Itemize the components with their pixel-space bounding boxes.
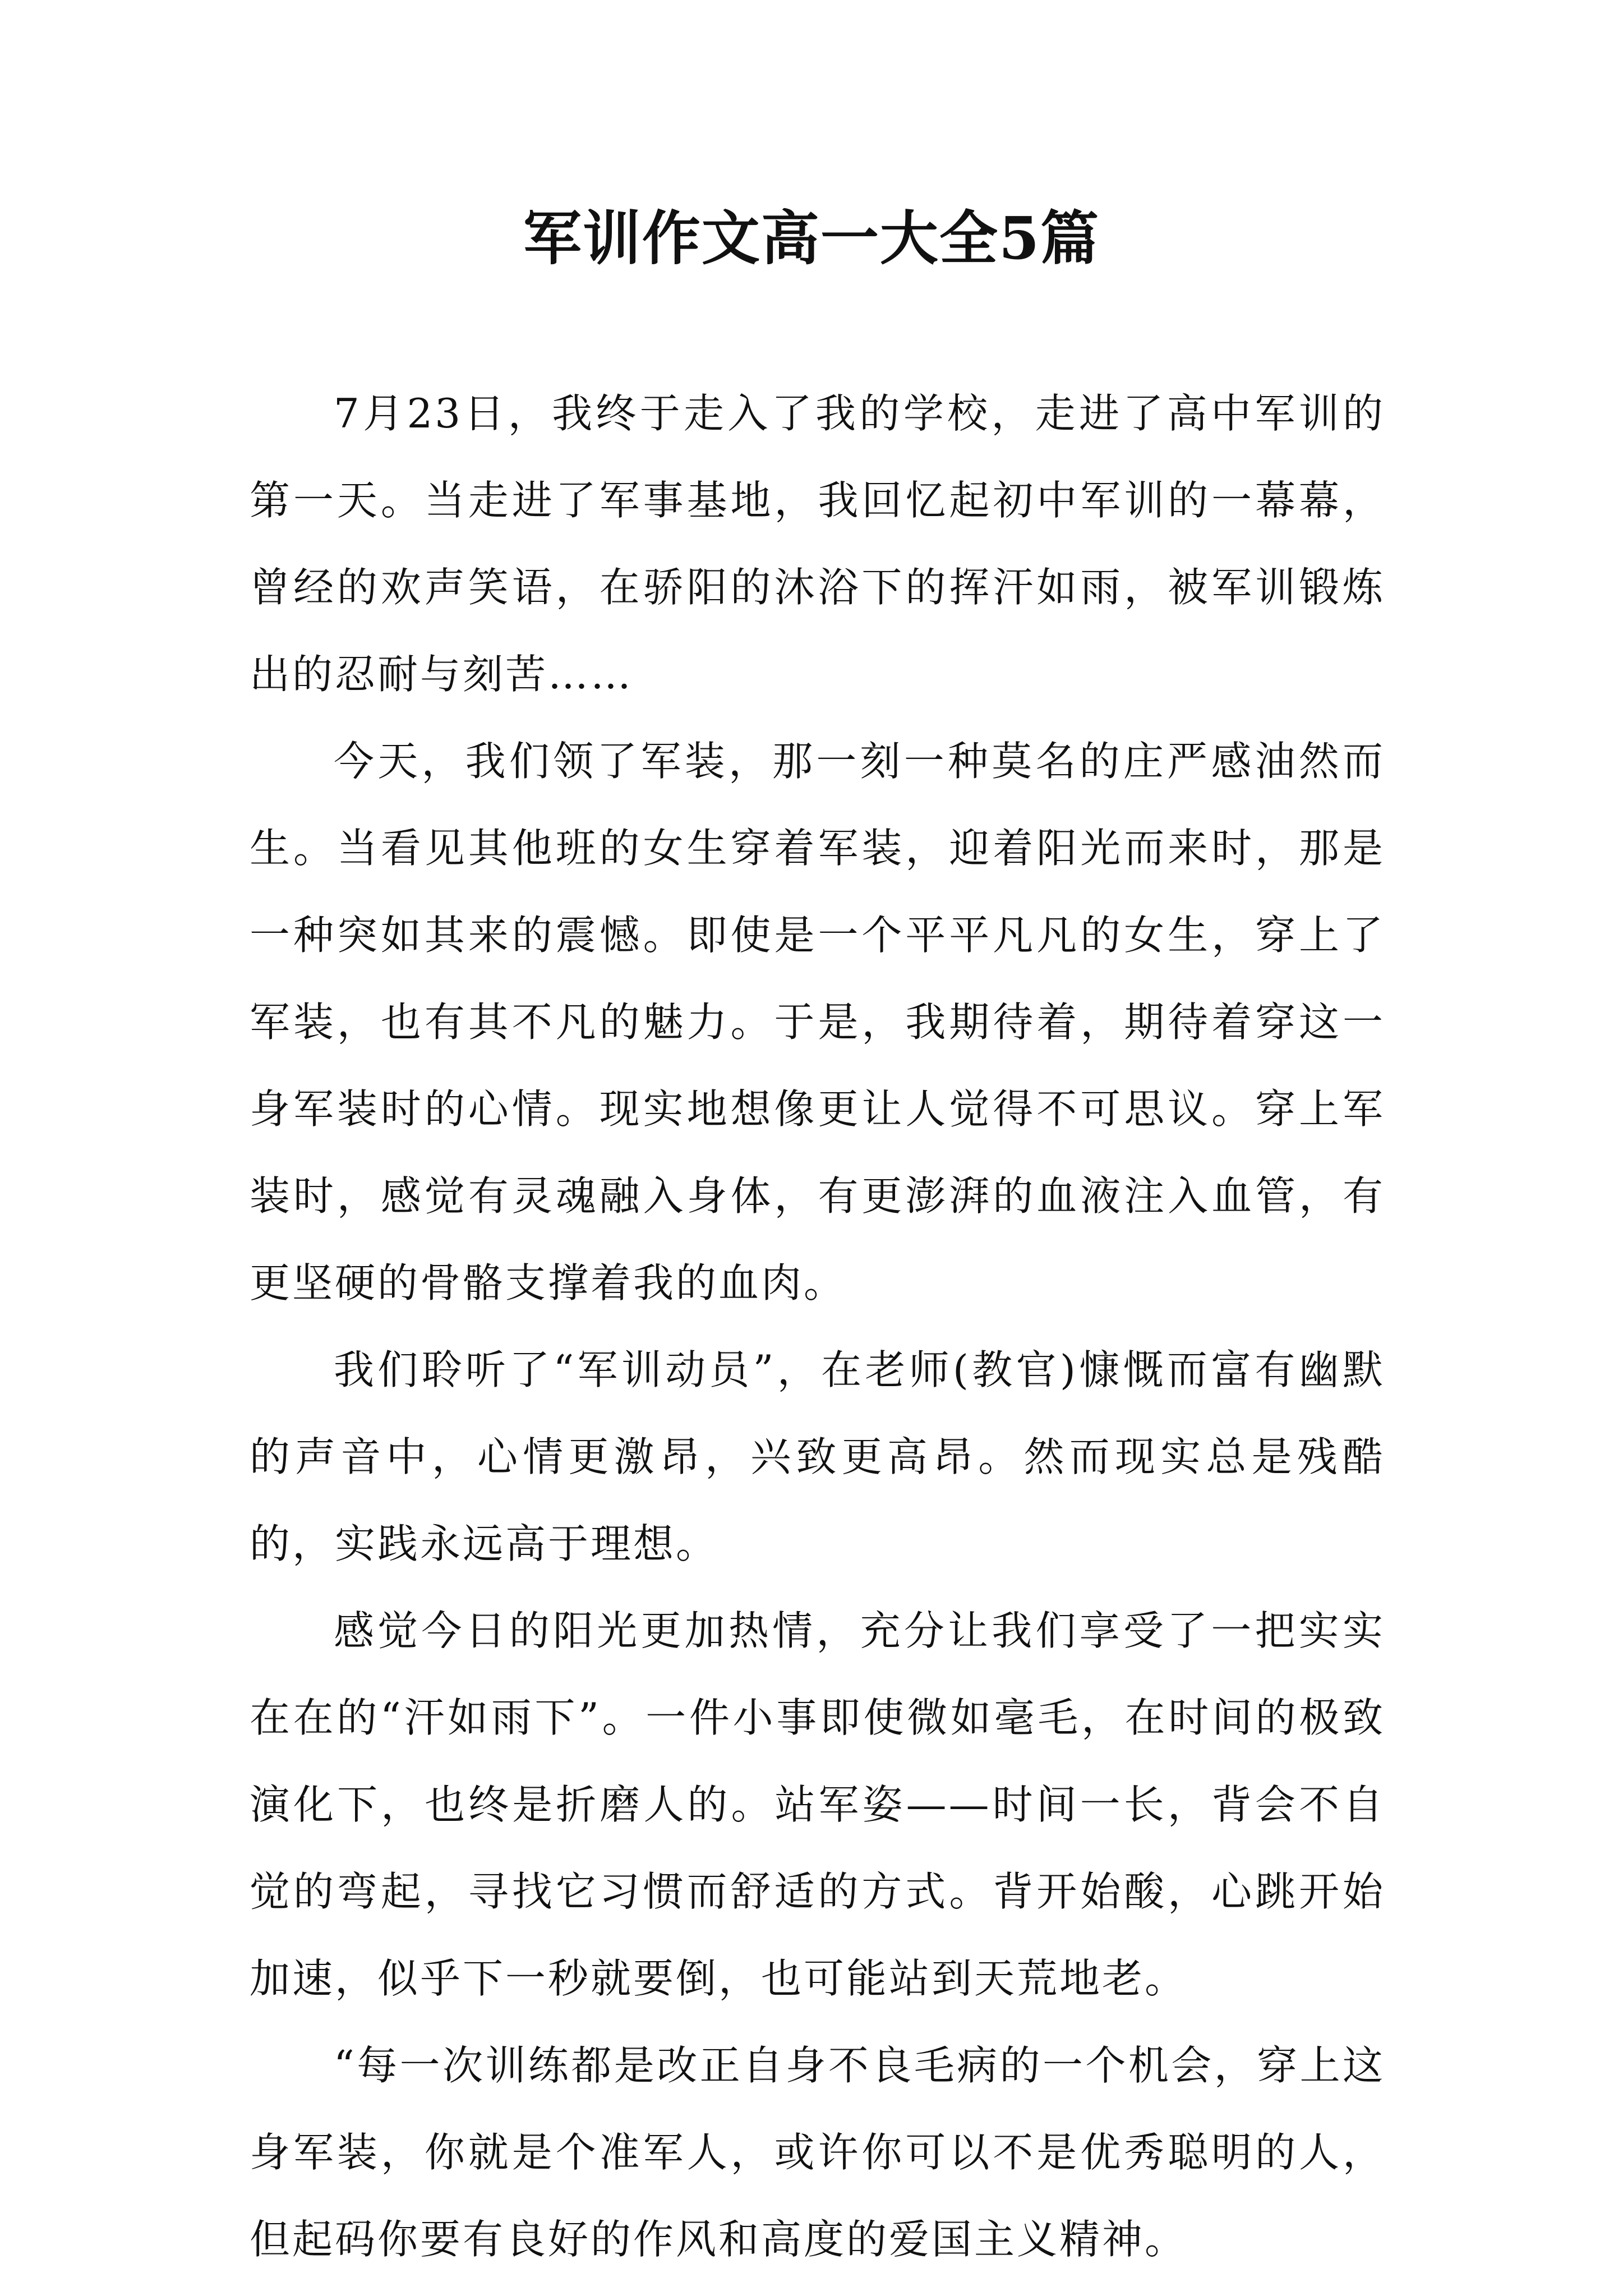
- document-title: 军训作文高一大全5篇: [523, 204, 1100, 273]
- document-body: [250, 370, 1385, 2283]
- paragraph-2: 今天，我们领了军装，那一刻一种莫名的庄严感油然而生。当看见其他班的女生穿着军装，迎着阳光而来时，那是一种突如其来的震憾。即使是一个平平凡凡的女生，穿上了军装，也有其不凡的魅力。于是，我期待着，期待着穿这一身军装时的心情。现实地想像更让人觉得不可思议。穿上军装时，感觉有灵魂融入身体，有更澎湃的血液注入血管，有更坚硬的骨骼支撑着我的血肉。: [250, 738, 1385, 1306]
- paragraph-3: 我们聆听了“军训动员”，在老师(教官)慷慨而富有幽默的声音中，心情更激昂，兴致更高昂。然而现实总是残酷的，实践永远高于理想。: [250, 1346, 1385, 1567]
- paragraph-1: 7月23日，我终于走入了我的学校，走进了高中军训的第一天。当走进了军事基地，我回忆起初中军训的一幕幕，曾经的欢声笑语，在骄阳的沐浴下的挥汗如雨，被军训锻炼出的忍耐与刻苦……: [250, 390, 1385, 698]
- paragraph-4: 感觉今日的阳光更加热情，充分让我们享受了一把实实在在的“汗如雨下”。一件小事即使微如毫毛，在时间的极致演化下，也终是折磨人的。站军姿——时间一长，背会不自觉的弯起，寻找它习惯而舒适的方式。背开始酸，心跳开始加速，似乎下一秒就要倒，也可能站到天荒地老。: [250, 1607, 1385, 2002]
- paragraph-5: “每一次训练都是改正自身不良毛病的一个机会，穿上这身军装，你就是个准军人，或许你可以不是优秀聪明的人，但起码你要有良好的作风和高度的爱国主义精神。: [250, 2042, 1385, 2263]
